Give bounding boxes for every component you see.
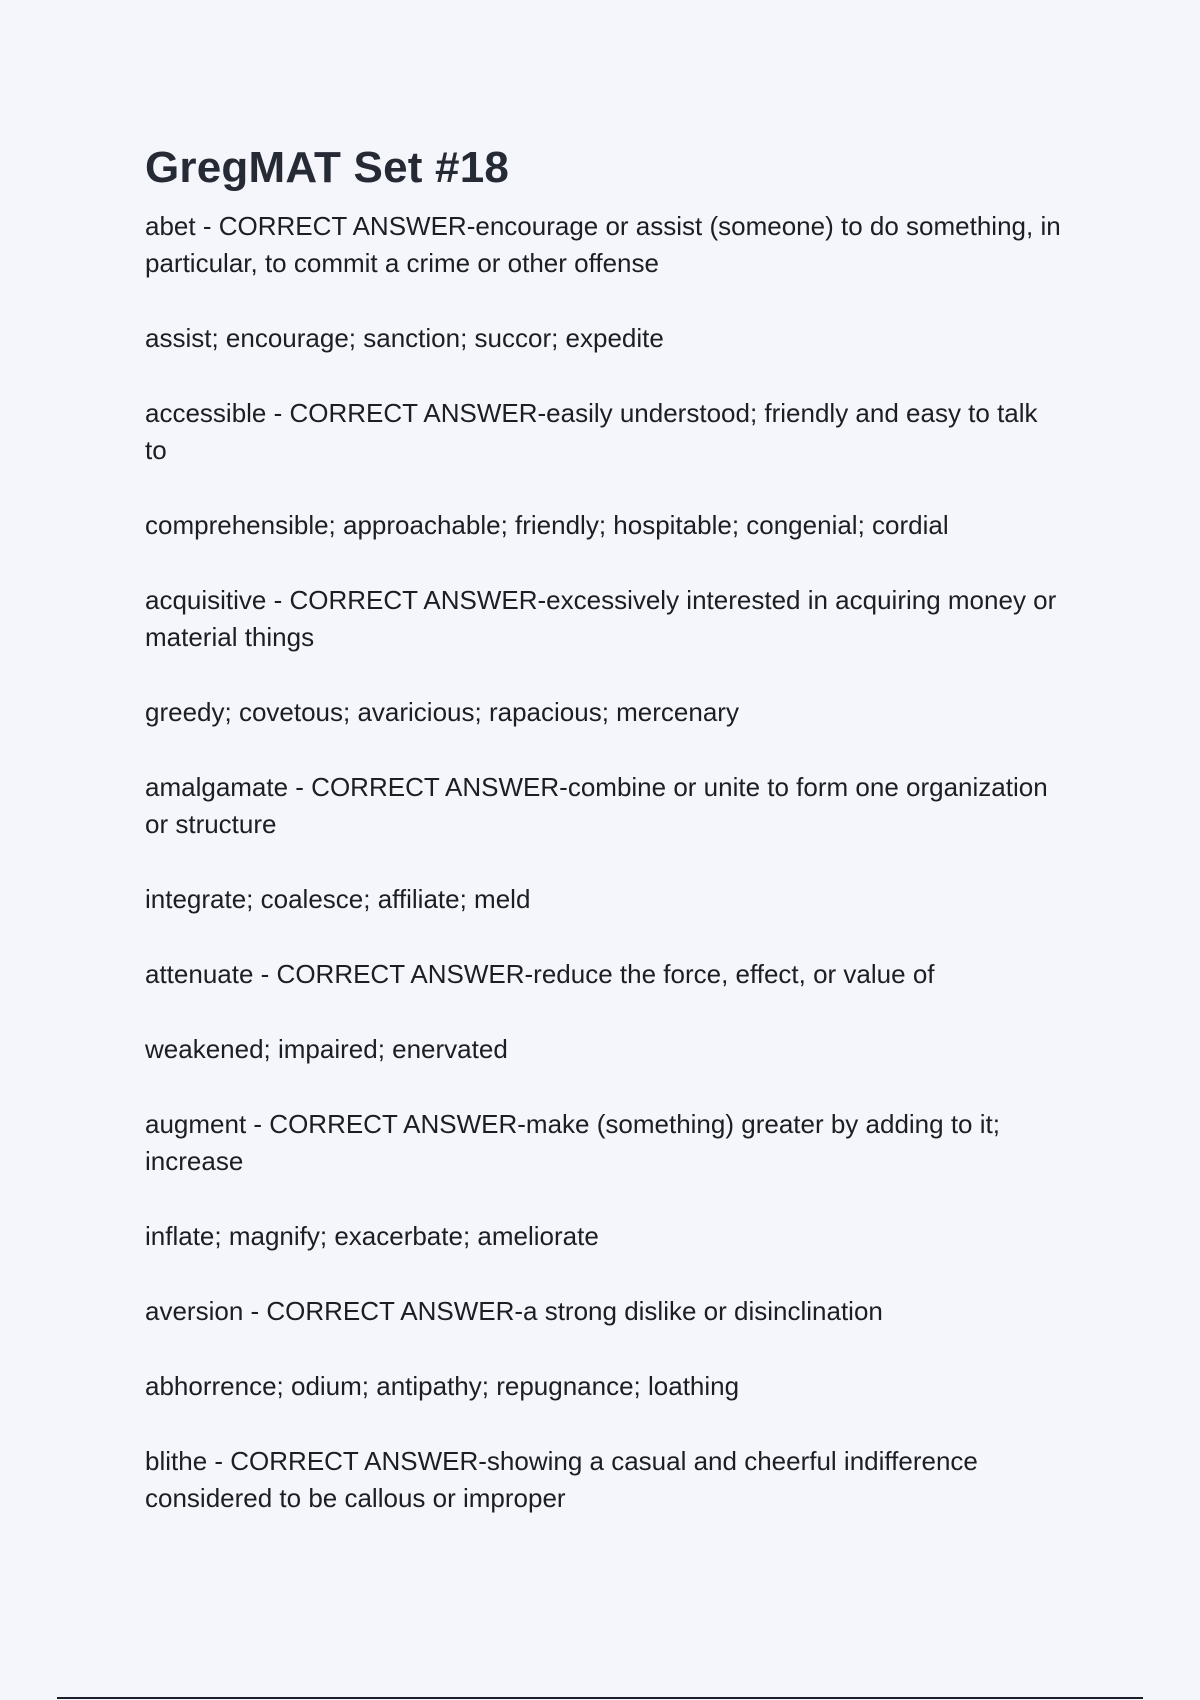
definition-augment: augment - CORRECT ANSWER-make (something) greater by adding to it; increase — [145, 1109, 1000, 1176]
synonyms-attenuate: weakened; impaired; enervated — [145, 1034, 508, 1064]
definition-aversion: aversion - CORRECT ANSWER-a strong dislike or disinclination — [145, 1296, 883, 1326]
definition-acquisitive: acquisitive - CORRECT ANSWER-excessively interested in acquiring money or material things — [145, 585, 1057, 652]
definition-attenuate: attenuate - CORRECT ANSWER-reduce the force, effect, or value of — [145, 959, 935, 989]
synonyms-augment: inflate; magnify; exacerbate; ameliorate — [145, 1221, 599, 1251]
footer-divider — [57, 1697, 1143, 1699]
synonyms-aversion: abhorrence; odium; antipathy; repugnance; loathing — [145, 1371, 740, 1401]
document-page — [145, 140, 1065, 1555]
synonyms-abet: assist; encourage; sanction; succor; expedite — [145, 323, 664, 353]
synonyms-acquisitive: greedy; covetous; avaricious; rapacious; mercenary — [145, 697, 739, 727]
synonyms-amalgamate: integrate; coalesce; affiliate; meld — [145, 884, 531, 914]
definition-accessible: accessible - CORRECT ANSWER-easily understood; friendly and easy to talk to — [145, 398, 1038, 465]
document-title: GregMAT Set #18 — [145, 143, 510, 192]
definition-abet: abet - CORRECT ANSWER-encourage or assist (someone) to do something, in particular, to commit a crime or other offense — [145, 211, 1061, 278]
definition-amalgamate: amalgamate - CORRECT ANSWER-combine or unite to form one organization or structure — [145, 772, 1048, 839]
definition-blithe: blithe - CORRECT ANSWER-showing a casual and cheerful indifference considered to be callous or improper — [145, 1446, 978, 1513]
synonyms-accessible: comprehensible; approachable; friendly; hospitable; congenial; cordial — [145, 510, 949, 540]
